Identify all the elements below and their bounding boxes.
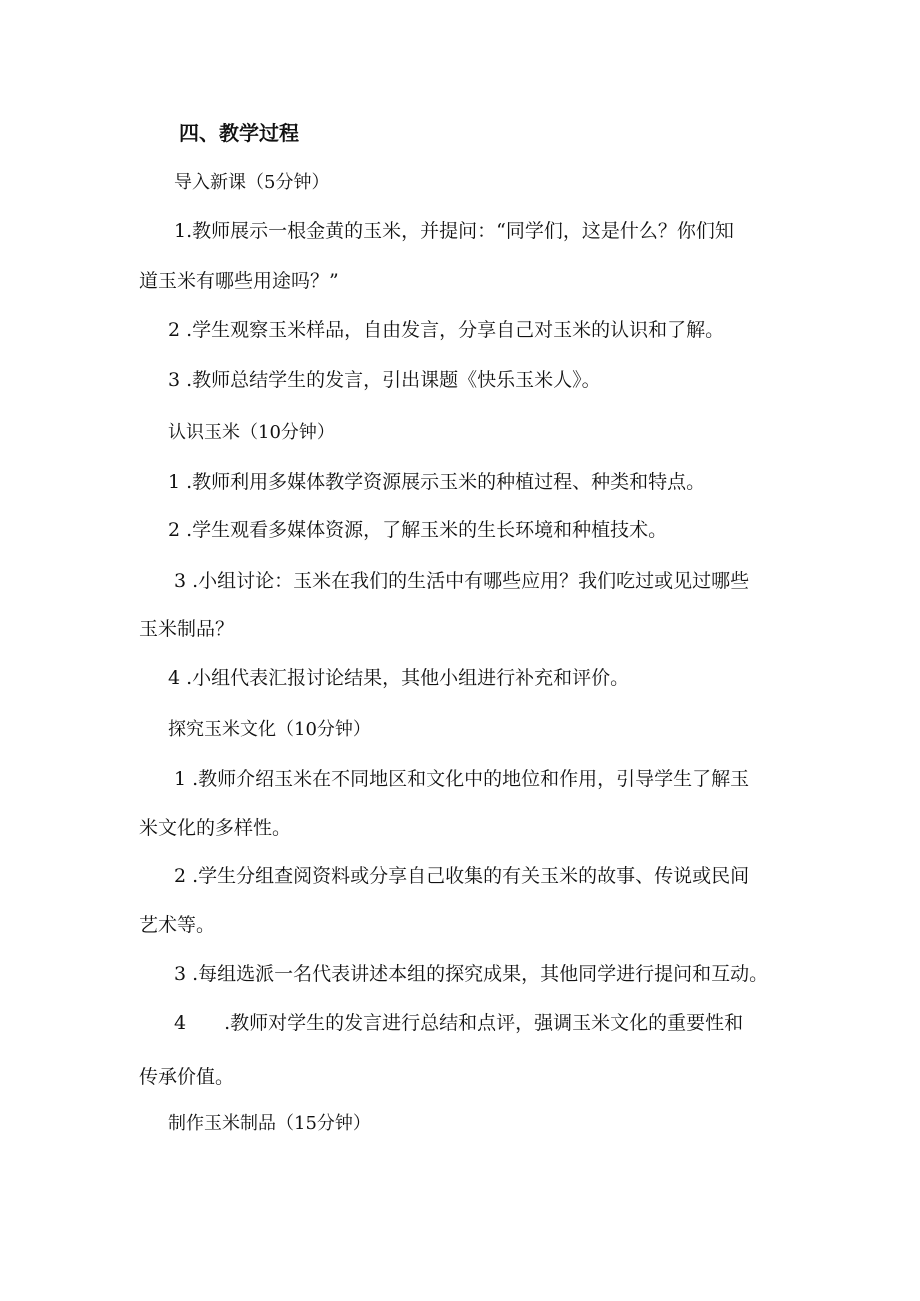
paragraph-line: 米文化的多样性。 — [139, 817, 292, 839]
paragraph-line: 3 .每组选派一名代表讲述本组的探究成果，其他同学进行提问和互动。 — [174, 963, 769, 985]
paragraph-line: 1 .教师介绍玉米在不同地区和文化中的地位和作用，引导学生了解玉 — [174, 768, 750, 790]
paragraph-line: 2 .学生观看多媒体资源，了解玉米的生长环境和种植技术。 — [168, 519, 668, 541]
section-title-know: 认识玉米（10分钟） — [168, 422, 335, 443]
section-title-making: 制作玉米制品（15分钟） — [168, 1113, 371, 1134]
paragraph-line: 1 .教师利用多媒体教学资源展示玉米的种植过程、种类和特点。 — [168, 471, 706, 493]
section-heading: 四、教学过程 — [179, 121, 299, 145]
paragraph-line: 传承价值。 — [139, 1066, 235, 1088]
section-title-intro: 导入新课（5分钟） — [174, 172, 330, 193]
paragraph-line: 道玉米有哪些用途吗？” — [139, 270, 339, 292]
paragraph-line: 玉米制品？ — [139, 618, 235, 640]
section-title-culture: 探究玉米文化（10分钟） — [168, 719, 371, 740]
paragraph-line: 艺术等。 — [139, 914, 216, 936]
paragraph-line: 3 .小组讨论：玉米在我们的生活中有哪些应用？我们吃过或见过哪些 — [174, 570, 750, 592]
paragraph-line: 2 .学生分组查阅资料或分享自己收集的有关玉米的故事、传说或民间 — [174, 865, 750, 887]
paragraph-line: 1.教师展示一根金黄的玉米，并提问：“同学们，这是什么？你们知 — [174, 220, 734, 242]
paragraph-line: 3 .教师总结学生的发言，引出课题《快乐玉米人》。 — [168, 369, 601, 391]
paragraph-line: 2 .学生观察玉米样品，自由发言，分享自己对玉米的认识和了解。 — [168, 319, 725, 341]
paragraph-line: 4 .小组代表汇报讨论结果，其他小组进行补充和评价。 — [168, 667, 630, 689]
paragraph-line: 4 .教师对学生的发言进行总结和点评，强调玉米文化的重要性和 — [174, 1012, 744, 1034]
